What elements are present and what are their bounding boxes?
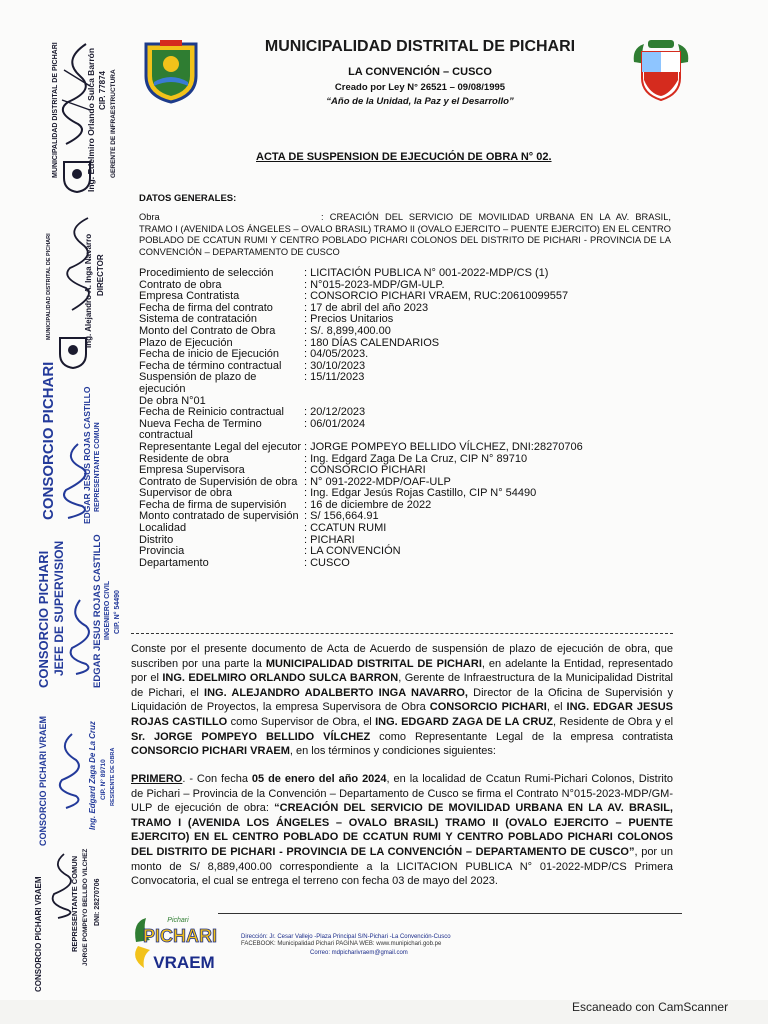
p1-segment: Sr. JORGE POMPEYO BELLIDO VÍLCHEZ [131,730,371,743]
field-value: : Ing. Edgar Jesús Rojas Castillo, CIP N° 54490 [304,487,537,500]
p1-segment: como Supervisor de Obra, el [227,715,376,728]
general-data-fields [139,268,679,569]
stamp-infra-name: Ing. Edelmiro Orlando Sulca Barrón [86,47,96,192]
signature-legal-rep [48,850,78,920]
stamp-supervisor-rep-role: REPRESENTANTE COMUN [94,422,101,512]
p1-segment: Director de la Oficina de Supervisión y Liquidación de Proyectos, la empresa Supervisora de Obra [131,686,673,714]
field-label: Provincia [139,545,185,558]
p1-segment: CONSORCIO PICHARI VRAEM [131,745,290,758]
field-label: Empresa Supervisora [139,464,245,477]
field-row [139,535,679,547]
field-label: Procedimiento de selección [139,267,274,279]
field-value: : 20/12/2023 [304,406,366,419]
stamp-legal-role: REPRESENTANTE COMUN [70,855,79,952]
field-value: : 06/01/2024 [304,417,366,430]
stamp-supervision-company: CONSORCIO PICHARI [36,550,51,688]
p1-segment: , Residente de Obra y el [552,715,674,728]
stamp-resident-cip: CIP. N° 89710 [100,759,107,800]
year-motto: “Año de la Unidad, la Paz y el Desarrollo” [326,96,514,107]
field-label: Residente de obra [139,452,229,465]
stamp-legal-company: CONSORCIO PICHARI VRAEM [34,876,43,992]
p1-segment: ING. EDGAR JESUS ROJAS CASTILLO [131,701,673,728]
field-label: Localidad [139,522,187,535]
field-label: Contrato de Supervisión de obra [139,475,298,488]
municipal-seal-small-icon [56,334,90,370]
field-value: : 16 de diciembre de 2022 [304,498,432,511]
stamp-director-name: Ing. Alejandro A. Inga Navarro [84,233,93,348]
obra-value: : CREACIÓN DEL SERVICIO DE MOVILIDAD URBANA EN LA AV. BRASIL, TRAMO I (AVENIDA LOS ÁNGELES – OVALO BRASIL) TRAMO II (OVALO EJERCITO – PUENTE EJERCITO) EN EL CENTRO POBLADO DE CCATUN RUMI Y CENTRO POBLADO PICHARI COLONOS DEL DISTRITO DE PICHARI - PROVINCIA DE LA CONVENCIÓN – DEPARTAMENTO DE CUSCO [139,212,671,257]
p2-segment: , en la localidad de Ccatun Rumi-Pichari Colonos, Distrito de Pichari – Provincia de la Convención – Departamento de Cusco se firma el Contrato N°015-2023-MDP/GM-ULP de ejecución de obra: [131,773,673,815]
national-coat-of-arms-icon [630,38,692,104]
field-row [139,419,679,431]
footer-web: FACEBOOK: Municipalidad Pichari PAGINA WEB: www.munipichari.gob.pe [241,941,442,947]
stamp-supervisor-profession: INGENIERO CIVIL [104,580,111,640]
field-label: Fecha de firma de supervisión [139,498,287,511]
signature-supervisor-rep [58,440,94,520]
field-row [139,546,679,558]
p1-segment: , el [546,701,567,714]
field-label: Plazo de Ejecución [139,336,233,349]
field-row [139,511,679,523]
p1-segment: CONSORCIO PICHARI [429,701,547,714]
field-row [139,349,679,361]
field-value: : PICHARI [304,533,355,546]
field-value: : CCATUN RUMI [304,522,387,535]
municipal-crest-icon [140,38,202,104]
logo-top-text: Pichari [167,917,189,924]
p1-segment: Conste por el presente documento de Acta de Acuerdo de suspensión de plazo de ejecución de obra, que suscriben por una parte la [131,643,673,670]
field-value: : 04/05/2023. [304,348,369,361]
stamp-infra-role: GERENTE DE INFRAESTRUCTURA [110,69,117,178]
p1-segment: , Gerente de Infraestructura de la Municipalidad Distrital de Pichari, el [131,672,673,699]
municipality-title: MUNICIPALIDAD DISTRITAL DE PICHARI [264,38,576,55]
stamp-director-role: DIRECTOR [96,254,105,296]
field-value: : Precios Unitarios [304,313,394,326]
field-value: : 17 de abril del año 2023 [304,301,429,314]
general-data-heading: DATOS GENERALES: [139,193,237,204]
pichari-vraem-logo [128,912,228,974]
field-row [139,465,679,477]
paragraph-primero [131,772,673,889]
stamp-supervisor-name: EDGAR JESUS ROJAS CASTILLO [92,534,103,688]
footer-address: Dirección: Jr. Cesar Vallejo -Plaza Principal S/N-Pichari -La Convención-Cusco [241,934,451,940]
field-row [139,326,679,338]
field-value: : 15/11/2023 [304,371,365,384]
stamp-supervisor-rep-name: EDGAR JESUS ROJAS CASTILLO [82,386,92,524]
logo-main-text: PICHARI [142,926,218,946]
field-value: : S/ 156,664.91 [304,510,379,523]
footer-rule [218,913,682,914]
p1-segment: ING. EDELMIRO ORLANDO SULCA BARRON [162,672,399,685]
field-label: Nueva Fecha de Termino [139,417,262,430]
p1-segment: ING. ALEJANDRO ADALBERTO INGA NAVARRO, [204,686,468,699]
field-row [139,372,679,395]
p2-segment: 05 de enero del año 2024 [251,773,387,785]
stamp-contractor-company: CONSORCIO PICHARI VRAEM [38,715,48,846]
field-row [139,558,679,570]
p1-segment: , en los términos y condiciones siguientes: [289,745,496,758]
field-value: : CONSORCIO PICHARI [304,464,426,477]
stamp-infra-cip: CIP. 77874 [98,71,107,110]
stamp-infra-entity: MUNICIPALIDAD DISTRITAL DE PICHARI [52,42,59,178]
field-value: : LA CONVENCIÓN [304,545,401,558]
stamp-supervisor-company: CONSORCIO PICHARI [40,361,57,520]
paragraph-intro [131,642,673,759]
p1-segment: , en adelante la Entidad, representado por el [131,657,673,685]
field-value: : N° 091-2022-MDP/OAF-ULP [304,475,451,488]
p2-segment: PRIMERO [131,773,183,785]
p2-segment: “CREACIÓN DEL SERVICIO DE MOVILIDAD URBANA EN LA AV. BRASIL, TRAMO I (AVENIDA LOS ÁNGELES – OVALO BRASIL) TRAMO II (OVALO EJERCITO – PUENTE EJERCITO) EN EL CENTRO POBLADO DE CCATUN RUMI Y CENTRO POBLADO PICHARI COLONOS DEL DISTRITO DE PICHARI - PROVINCIA DE LA CONVENCIÓN – DEPARTAMENTO DE CUSCO” [131,802,673,858]
field-value: : CUSCO [304,556,350,569]
camscanner-watermark: Escaneado con CamScanner [572,1000,729,1014]
field-value: : 180 DÍAS CALENDARIOS [304,336,440,349]
obra-label: Obra [139,212,160,222]
field-row [139,442,679,454]
p1-segment: ING. EDGARD ZAGA DE LA CRUZ [375,715,553,728]
stamp-legal-dni: DNI: 28270706 [94,878,101,926]
p2-segment: , por un monto de S/ 8,889,400.00 correspondiente a la LICITACION PUBLICA N° 01-2022-MDP/CS Primera Convocatoria, el cual se entrega el terreno con fecha 03 de mayo del 2023. [131,845,673,888]
field-label: Sistema de contratación [139,313,258,326]
field-label: Monto del Contrato de Obra [139,324,276,337]
field-value: : N°015-2023-MDP/GM-ULP. [304,278,445,291]
field-label: Departamento [139,556,209,569]
field-value: : LICITACIÓN PUBLICA N° 001-2022-MDP/CS (1) [304,267,549,279]
footer-email: Correo: mdpicharivraem@gmail.com [310,950,408,956]
signature-director [60,214,100,314]
field-label: Distrito [139,533,174,546]
field-label: contractual [139,429,193,442]
field-value: : Ing. Edgard Zaga De La Cruz, CIP N° 89710 [304,452,528,465]
stamp-supervision-role: JEFE DE SUPERVISION [52,540,66,676]
field-label: Fecha de inicio de Ejecución [139,348,280,361]
document-title: ACTA DE SUSPENSION DE EJECUCIÓN DE OBRA N° 02. [256,151,552,163]
field-row [139,407,679,419]
stamp-resident-role: RESIDENTE DE OBRA [110,747,116,806]
p1-segment: MUNICIPALIDAD DISTRITAL DE PICHARI [265,657,482,670]
section-separator [131,633,673,634]
field-label: Fecha de Reinicio contractual [139,406,284,419]
field-label: Supervisor de obra [139,487,232,500]
field-label: Contrato de obra [139,278,222,291]
stamp-legal-name: JORGE POMPEYO BELLIDO VILCHEZ [82,848,89,966]
creation-law: Creado por Ley N° 26521 – 09/08/1995 [334,82,506,93]
field-label: De obra N°01 [139,394,206,407]
obra-description [139,212,671,258]
field-row [139,523,679,535]
field-value: : JORGE POMPEYO BELLIDO VÍLCHEZ, DNI:28270706 [304,440,583,453]
field-value: : 30/10/2023 [304,359,366,372]
field-label: Fecha de firma del contrato [139,301,273,314]
field-value: : CONSORCIO PICHARI VRAEM, RUC:20610099557 [304,290,569,303]
field-value: : S/. 8,899,400.00 [304,324,391,337]
signature-supervisor [66,596,96,676]
field-label: Fecha de término contractual [139,359,282,372]
field-label: Suspensión de plazo de ejecución [139,371,257,395]
stamp-resident-name: Ing. Edgard Zaga De La Cruz [88,721,97,830]
p1-segment: como Representante Legal de la empresa contratista [370,730,673,743]
field-row [139,268,679,280]
stamp-director-entity: MUNICIPALIDAD DISTRITAL DE PICHARI [46,233,52,340]
signature-resident [54,730,86,810]
municipal-seal-icon [60,158,94,194]
field-label: Monto contratado de supervisión [139,510,299,523]
stamp-supervisor-cip: CIP. N° 54490 [114,590,121,634]
logo-sub-text: VRAEM [153,953,215,972]
p2-segment: . - Con fecha [182,773,252,785]
field-label: Empresa Contratista [139,290,240,303]
signature-infra-manager [56,40,96,150]
field-label: Representante Legal del ejecutor [139,440,302,453]
municipality-province: LA CONVENCIÓN – CUSCO [348,66,492,78]
